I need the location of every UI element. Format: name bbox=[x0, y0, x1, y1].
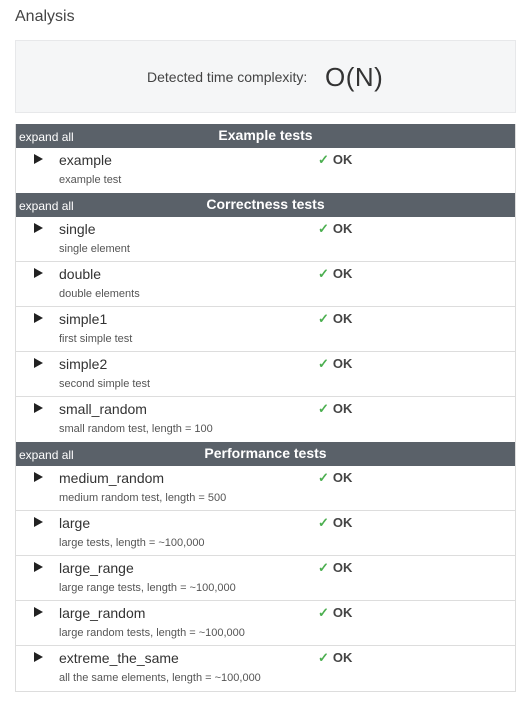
complexity-label: Detected time complexity: bbox=[147, 69, 308, 85]
test-description: medium random test, length = 500 bbox=[59, 492, 227, 504]
test-results-table bbox=[15, 124, 516, 692]
test-group-title: Performance tests bbox=[204, 445, 327, 461]
expand-all-link[interactable]: expand all bbox=[19, 199, 74, 213]
test-group-title: Correctness tests bbox=[206, 196, 325, 212]
test-status-label: OK bbox=[332, 401, 353, 416]
expand-triangle-icon[interactable] bbox=[34, 312, 43, 326]
test-row[interactable] bbox=[16, 511, 515, 556]
test-name[interactable]: extreme_the_same bbox=[59, 650, 179, 666]
test-name[interactable]: simple2 bbox=[59, 356, 108, 372]
test-row[interactable] bbox=[16, 262, 515, 307]
test-status bbox=[318, 311, 352, 327]
check-icon: ✓ bbox=[318, 356, 329, 371]
test-status bbox=[318, 266, 352, 282]
test-row[interactable] bbox=[16, 601, 515, 646]
test-name[interactable]: single bbox=[59, 221, 96, 237]
check-icon: ✓ bbox=[318, 266, 329, 281]
test-name[interactable]: small_random bbox=[59, 401, 147, 417]
expand-triangle-icon[interactable] bbox=[34, 516, 43, 530]
test-row[interactable] bbox=[16, 217, 515, 262]
expand-triangle-icon[interactable] bbox=[34, 153, 43, 167]
check-icon: ✓ bbox=[318, 152, 329, 167]
expand-triangle-icon[interactable] bbox=[34, 606, 43, 620]
test-status bbox=[318, 650, 352, 666]
test-group-header bbox=[16, 124, 515, 148]
test-name[interactable]: large_range bbox=[59, 560, 134, 576]
expand-triangle-icon[interactable] bbox=[34, 222, 43, 236]
test-description: large tests, length = ~100,000 bbox=[59, 537, 205, 549]
expand-triangle-icon[interactable] bbox=[34, 561, 43, 575]
test-status-label: OK bbox=[332, 311, 353, 326]
test-group-body bbox=[16, 217, 515, 442]
test-status-label: OK bbox=[332, 470, 353, 485]
test-group-header bbox=[16, 442, 515, 466]
test-status bbox=[318, 401, 352, 417]
test-status-label: OK bbox=[332, 560, 353, 575]
test-description: example test bbox=[59, 174, 122, 186]
page-title: Analysis bbox=[15, 8, 75, 25]
test-status-label: OK bbox=[332, 152, 353, 167]
test-row[interactable] bbox=[16, 397, 515, 442]
test-row[interactable] bbox=[16, 556, 515, 601]
test-status-label: OK bbox=[332, 515, 353, 530]
test-description: first simple test bbox=[59, 333, 133, 345]
check-icon: ✓ bbox=[318, 650, 329, 665]
complexity-panel bbox=[15, 40, 516, 113]
test-description: small random test, length = 100 bbox=[59, 423, 213, 435]
check-icon: ✓ bbox=[318, 401, 329, 416]
test-group-title: Example tests bbox=[218, 127, 313, 143]
check-icon: ✓ bbox=[318, 470, 329, 485]
expand-triangle-icon[interactable] bbox=[34, 471, 43, 485]
test-status bbox=[318, 152, 352, 168]
test-status bbox=[318, 356, 352, 372]
test-row[interactable] bbox=[16, 352, 515, 397]
expand-all-link[interactable]: expand all bbox=[19, 448, 74, 462]
check-icon: ✓ bbox=[318, 515, 329, 530]
complexity-value: O(N) bbox=[325, 62, 384, 92]
check-icon: ✓ bbox=[318, 311, 329, 326]
test-status bbox=[318, 470, 352, 486]
test-description: large range tests, length = ~100,000 bbox=[59, 582, 236, 594]
expand-triangle-icon[interactable] bbox=[34, 651, 43, 665]
test-status bbox=[318, 560, 352, 576]
expand-triangle-icon[interactable] bbox=[34, 267, 43, 281]
test-status-label: OK bbox=[332, 605, 353, 620]
test-status-label: OK bbox=[332, 221, 353, 236]
test-name[interactable]: medium_random bbox=[59, 470, 165, 486]
test-description: second simple test bbox=[59, 378, 151, 390]
test-description: all the same elements, length = ~100,000 bbox=[59, 672, 261, 684]
test-description: large random tests, length = ~100,000 bbox=[59, 627, 245, 639]
test-status bbox=[318, 605, 352, 621]
test-name[interactable]: large_random bbox=[59, 605, 146, 621]
test-group-body bbox=[16, 466, 515, 691]
test-status bbox=[318, 221, 352, 237]
test-status-label: OK bbox=[332, 356, 353, 371]
test-group-body bbox=[16, 148, 515, 193]
test-status bbox=[318, 515, 352, 531]
test-group-header bbox=[16, 193, 515, 217]
test-status-label: OK bbox=[332, 650, 353, 665]
test-row[interactable] bbox=[16, 148, 515, 193]
check-icon: ✓ bbox=[318, 605, 329, 620]
check-icon: ✓ bbox=[318, 560, 329, 575]
expand-all-link[interactable]: expand all bbox=[19, 130, 74, 144]
test-row[interactable] bbox=[16, 466, 515, 511]
check-icon: ✓ bbox=[318, 221, 329, 236]
expand-triangle-icon[interactable] bbox=[34, 357, 43, 371]
test-description: double elements bbox=[59, 288, 140, 300]
test-description: single element bbox=[59, 243, 130, 255]
expand-triangle-icon[interactable] bbox=[34, 402, 43, 416]
test-row[interactable] bbox=[16, 646, 515, 691]
test-name[interactable]: simple1 bbox=[59, 311, 108, 327]
test-name[interactable]: double bbox=[59, 266, 102, 282]
test-status-label: OK bbox=[332, 266, 353, 281]
test-name[interactable]: large bbox=[59, 515, 91, 531]
test-row[interactable] bbox=[16, 307, 515, 352]
test-name[interactable]: example bbox=[59, 152, 112, 168]
